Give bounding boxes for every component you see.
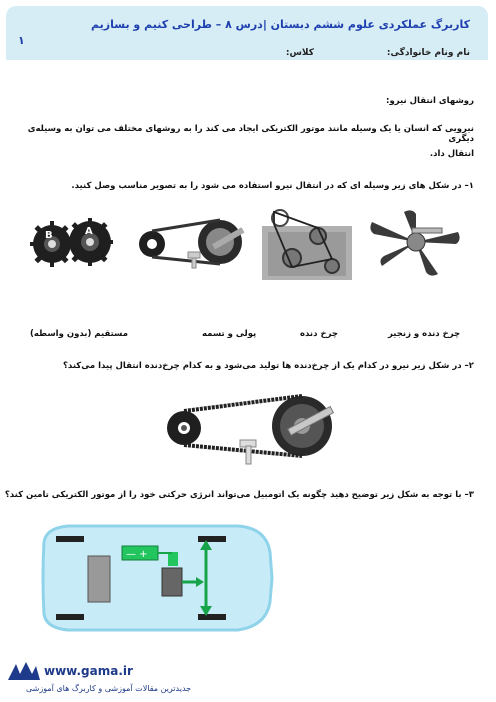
footer-url-link[interactable]: www.gama.ir bbox=[44, 664, 133, 678]
label-gear: چرخ دنده bbox=[300, 329, 338, 339]
electric-car-diagram bbox=[38, 522, 274, 634]
ceiling-fan-image bbox=[368, 208, 464, 278]
electric-motor-icon bbox=[162, 568, 182, 596]
bike-chain-image bbox=[136, 218, 246, 270]
bike-drive-image bbox=[160, 386, 338, 470]
question-1-text: ۱– در شکل های زیر وسیله ای که در انتقال نیرو استفاده می شود را به تصویر مناسب وصل کنید. bbox=[71, 181, 474, 191]
gear-letter-a: A bbox=[85, 226, 93, 237]
fan-motor-icon bbox=[412, 228, 442, 233]
meshing-gears-image bbox=[30, 218, 114, 270]
intro-paragraph-line2: انتقال داد. bbox=[429, 149, 474, 159]
page-number: ۱ bbox=[18, 34, 25, 47]
question-3-text: ۳– با توجه به شکل زیر توضیح دهید چگونه یک اتومبیل می‌تواند انرژی حرکتی خود را از موتور الکتریکی تامین کند؟ bbox=[4, 490, 474, 500]
footer-tagline: جدیدترین مقالات آموزشی و کاربرگ های آموزشی bbox=[26, 684, 192, 693]
label-direct: مستقیم (بدون واسطه) bbox=[30, 329, 128, 339]
label-gear-chain: چرخ دنده و زنجیر bbox=[388, 329, 461, 339]
name-field-label: نام ونام خانوادگی: bbox=[386, 48, 470, 58]
wheel-icon bbox=[198, 536, 226, 542]
gama-logo-icon bbox=[6, 660, 42, 682]
worksheet-title: کاربرگ عملکردی علوم ششم دبستان |درس ۸ – طراحی کنیم و بسازیم bbox=[91, 18, 470, 31]
fan-hub-icon bbox=[407, 233, 425, 251]
svg-text:— +: — + bbox=[126, 549, 148, 560]
pulley-belt-image bbox=[262, 206, 352, 280]
worksheet-header bbox=[6, 6, 488, 60]
rear-sprocket-icon bbox=[167, 411, 201, 445]
label-pulley-belt: پولی و تسمه bbox=[202, 329, 257, 339]
pedal-icon bbox=[192, 258, 196, 268]
gear-letter-b: B bbox=[45, 230, 53, 241]
class-field-label: کلاس: bbox=[285, 48, 314, 58]
question-2-text: ۲– در شکل زیر نیرو در کدام یک از چرخ‌دنده ها تولید می‌شود و به کدام چرخ‌دنده انتقال پیدا می‌کند؟ bbox=[63, 361, 474, 371]
pedal-icon bbox=[246, 446, 251, 464]
rear-unit-icon bbox=[88, 556, 110, 602]
intro-paragraph-line1: نیرویی که انسان یا یک وسیله مانند موتور الکتریکی ایجاد می کند را به روشهای مختلف می توان به وسیله‌ی دیگری bbox=[27, 124, 474, 144]
section-heading: روشهای انتقال نیرو: bbox=[386, 96, 474, 106]
